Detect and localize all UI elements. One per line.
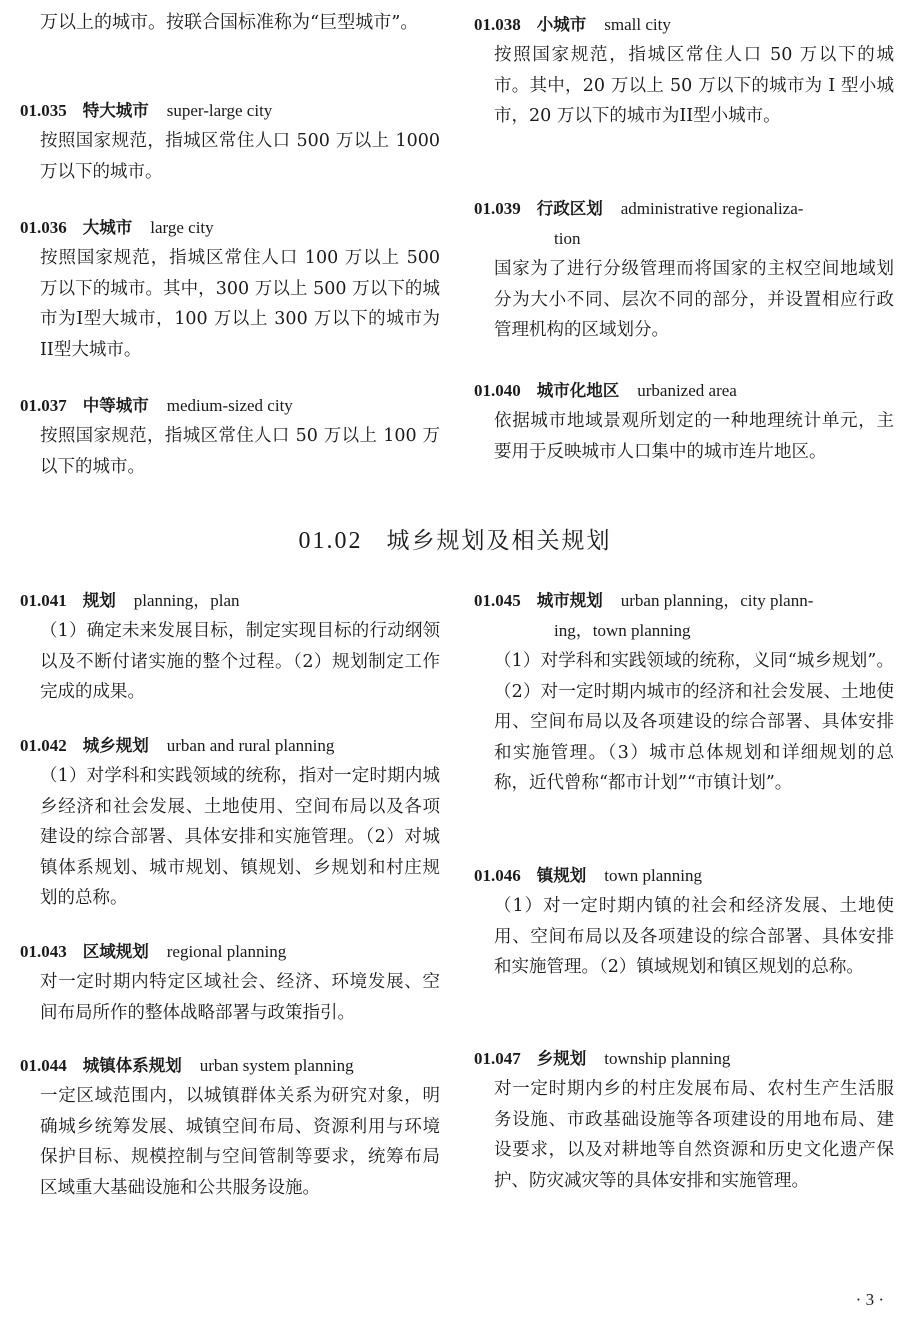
entry-heading <box>20 1051 440 1081</box>
section-heading <box>0 522 910 555</box>
entry-english: township planning <box>604 1049 731 1068</box>
page-number: · 3 · <box>855 1290 884 1309</box>
entry-definition: 按照国家规范，指城区常住人口 50 万以上 100 万以下的城市。 <box>40 426 440 477</box>
entry-definition: 对一定时期内乡的村庄发展布局、农村生产生活服务设施、市政基础设施等各项建设的用地布局、建设要求，以及对耕地等自然资源和历史文化遗产保护、防灾减灾等的具体安排和实施管理。 <box>494 1079 894 1191</box>
entry-heading <box>474 1044 894 1074</box>
entry-01-044 <box>20 1051 440 1203</box>
entry-01-036 <box>20 213 440 365</box>
entry-heading <box>20 937 440 967</box>
entry-english: medium-sized city <box>166 396 293 415</box>
entry-term: 行政区划 <box>536 199 603 218</box>
continuation-text-block <box>20 8 440 38</box>
entry-english: urban system planning <box>199 1056 354 1075</box>
entry-01-045 <box>474 586 894 799</box>
entry-number: 01.038 <box>474 15 521 34</box>
entry-definition: 一定区域范围内，以城镇群体关系为研究对象，明确城乡统筹发展、城镇空间布局、资源利用与环境保护目标、规模控制与空间管制等要求，统筹布局区域重大基础设施和公共服务设施。 <box>40 1086 440 1198</box>
entry-01-047 <box>474 1044 894 1196</box>
entry-number: 01.040 <box>474 381 521 400</box>
entry-heading <box>20 96 440 126</box>
entry-heading <box>474 586 894 646</box>
entry-heading <box>20 391 440 421</box>
entry-number: 01.047 <box>474 1049 521 1068</box>
entry-heading <box>20 731 440 761</box>
entry-definition: （1）对学科和实践领域的统称，义同“城乡规划”。（2）对一定时期内城市的经济和社会发展、土地使用、空间布局以及各项建设的综合部署、具体安排和实施管理。（3）城市总体规划和详细规划的总称，近代曾称“都市计划”“市镇计划”。 <box>494 651 894 793</box>
entry-english: town planning <box>604 866 702 885</box>
entry-01-037 <box>20 391 440 482</box>
entry-heading <box>474 376 894 406</box>
entry-definition: 国家为了进行分级管理而将国家的主权空间地域划分为大小不同、层次不同的部分，并设置相应行政管理机构的区域划分。 <box>494 259 894 340</box>
entry-term: 大城市 <box>82 218 133 237</box>
entry-heading <box>474 194 894 254</box>
entry-01-040 <box>474 376 894 467</box>
entry-english: urban and rural planning <box>166 736 335 755</box>
entry-01-041 <box>20 586 440 708</box>
section-title: 城乡规划及相关规划 <box>386 528 612 554</box>
entry-english: small city <box>604 15 671 34</box>
entry-term: 城乡规划 <box>82 736 149 755</box>
entry-heading <box>474 861 894 891</box>
entry-english: large city <box>150 218 214 237</box>
entry-definition: 按照国家规范，指城区常住人口 100 万以上 500 万以下的城市。其中，300 万以上 500 万以下的城市为I型大城市，100 万以上 300 万以下的城市为II型大城市。 <box>40 248 440 360</box>
entry-term: 特大城市 <box>82 101 149 120</box>
entry-number: 01.039 <box>474 199 521 218</box>
entry-01-035 <box>20 96 440 187</box>
entry-heading <box>20 586 440 616</box>
entry-term: 小城市 <box>536 15 587 34</box>
entry-number: 01.035 <box>20 101 67 120</box>
entry-english: regional planning <box>166 942 287 961</box>
entry-heading <box>474 10 894 40</box>
entry-definition: 依据城市地域景观所划定的一种地理统计单元，主要用于反映城市人口集中的城市连片地区。 <box>494 411 894 462</box>
entry-01-043 <box>20 937 440 1028</box>
entry-english: urbanized area <box>637 381 737 400</box>
entry-term: 城镇体系规划 <box>82 1056 182 1075</box>
entry-english: administrative regionaliza- <box>620 199 804 218</box>
entry-definition: 按照国家规范，指城区常住人口 500 万以上 1000 万以下的城市。 <box>40 131 440 182</box>
entry-english-continuation: ing，town planning <box>554 621 691 640</box>
entry-number: 01.036 <box>20 218 67 237</box>
entry-definition: （1）对一定时期内镇的社会和经济发展、土地使用、空间布局以及各项建设的综合部署、具体安排和实施管理。（2）镇域规划和镇区规划的总称。 <box>494 896 894 977</box>
entry-term: 规划 <box>82 591 116 610</box>
entry-definition: 按照国家规范，指城区常住人口 50 万以下的城市。其中，20 万以上 50 万以下的城市为 I 型小城市，20 万以下的城市为II型小城市。 <box>494 45 894 126</box>
entry-term: 城市化地区 <box>536 381 620 400</box>
entry-number: 01.043 <box>20 942 67 961</box>
entry-term: 中等城市 <box>82 396 149 415</box>
entry-01-046 <box>474 861 894 983</box>
section-number: 01.02 <box>298 528 363 554</box>
entry-01-042 <box>20 731 440 914</box>
entry-number: 01.046 <box>474 866 521 885</box>
entry-term: 镇规划 <box>536 866 587 885</box>
entry-english: planning，plan <box>133 591 240 610</box>
entry-english: urban planning，city plann- <box>620 591 814 610</box>
entry-number: 01.037 <box>20 396 67 415</box>
entry-number: 01.044 <box>20 1056 67 1075</box>
entry-term: 区域规划 <box>82 942 149 961</box>
entry-number: 01.042 <box>20 736 67 755</box>
entry-term: 城市规划 <box>536 591 603 610</box>
entry-01-038 <box>474 10 894 132</box>
entry-heading <box>20 213 440 243</box>
entry-definition: 对一定时期内特定区域社会、经济、环境发展、空间布局所作的整体战略部署与政策指引。 <box>40 972 440 1023</box>
entry-definition: （1）确定未来发展目标，制定实现目标的行动纲领以及不断付诸实施的整个过程。（2）规划制定工作完成的成果。 <box>40 621 440 702</box>
entry-number: 01.041 <box>20 591 67 610</box>
entry-number: 01.045 <box>474 591 521 610</box>
entry-english-continuation: tion <box>554 229 581 248</box>
entry-definition: （1）对学科和实践领域的统称，指对一定时期内城乡经济和社会发展、土地使用、空间布局以及各项建设的综合部署、具体安排和实施管理。（2）对城镇体系规划、城市规划、镇规划、乡规划和村庄规划的总称。 <box>40 766 440 908</box>
entry-term: 乡规划 <box>536 1049 587 1068</box>
continued-definition: 万以上的城市。按联合国标准称为“巨型城市”。 <box>40 12 419 33</box>
entry-english: super-large city <box>166 101 273 120</box>
entry-01-039 <box>474 194 894 346</box>
